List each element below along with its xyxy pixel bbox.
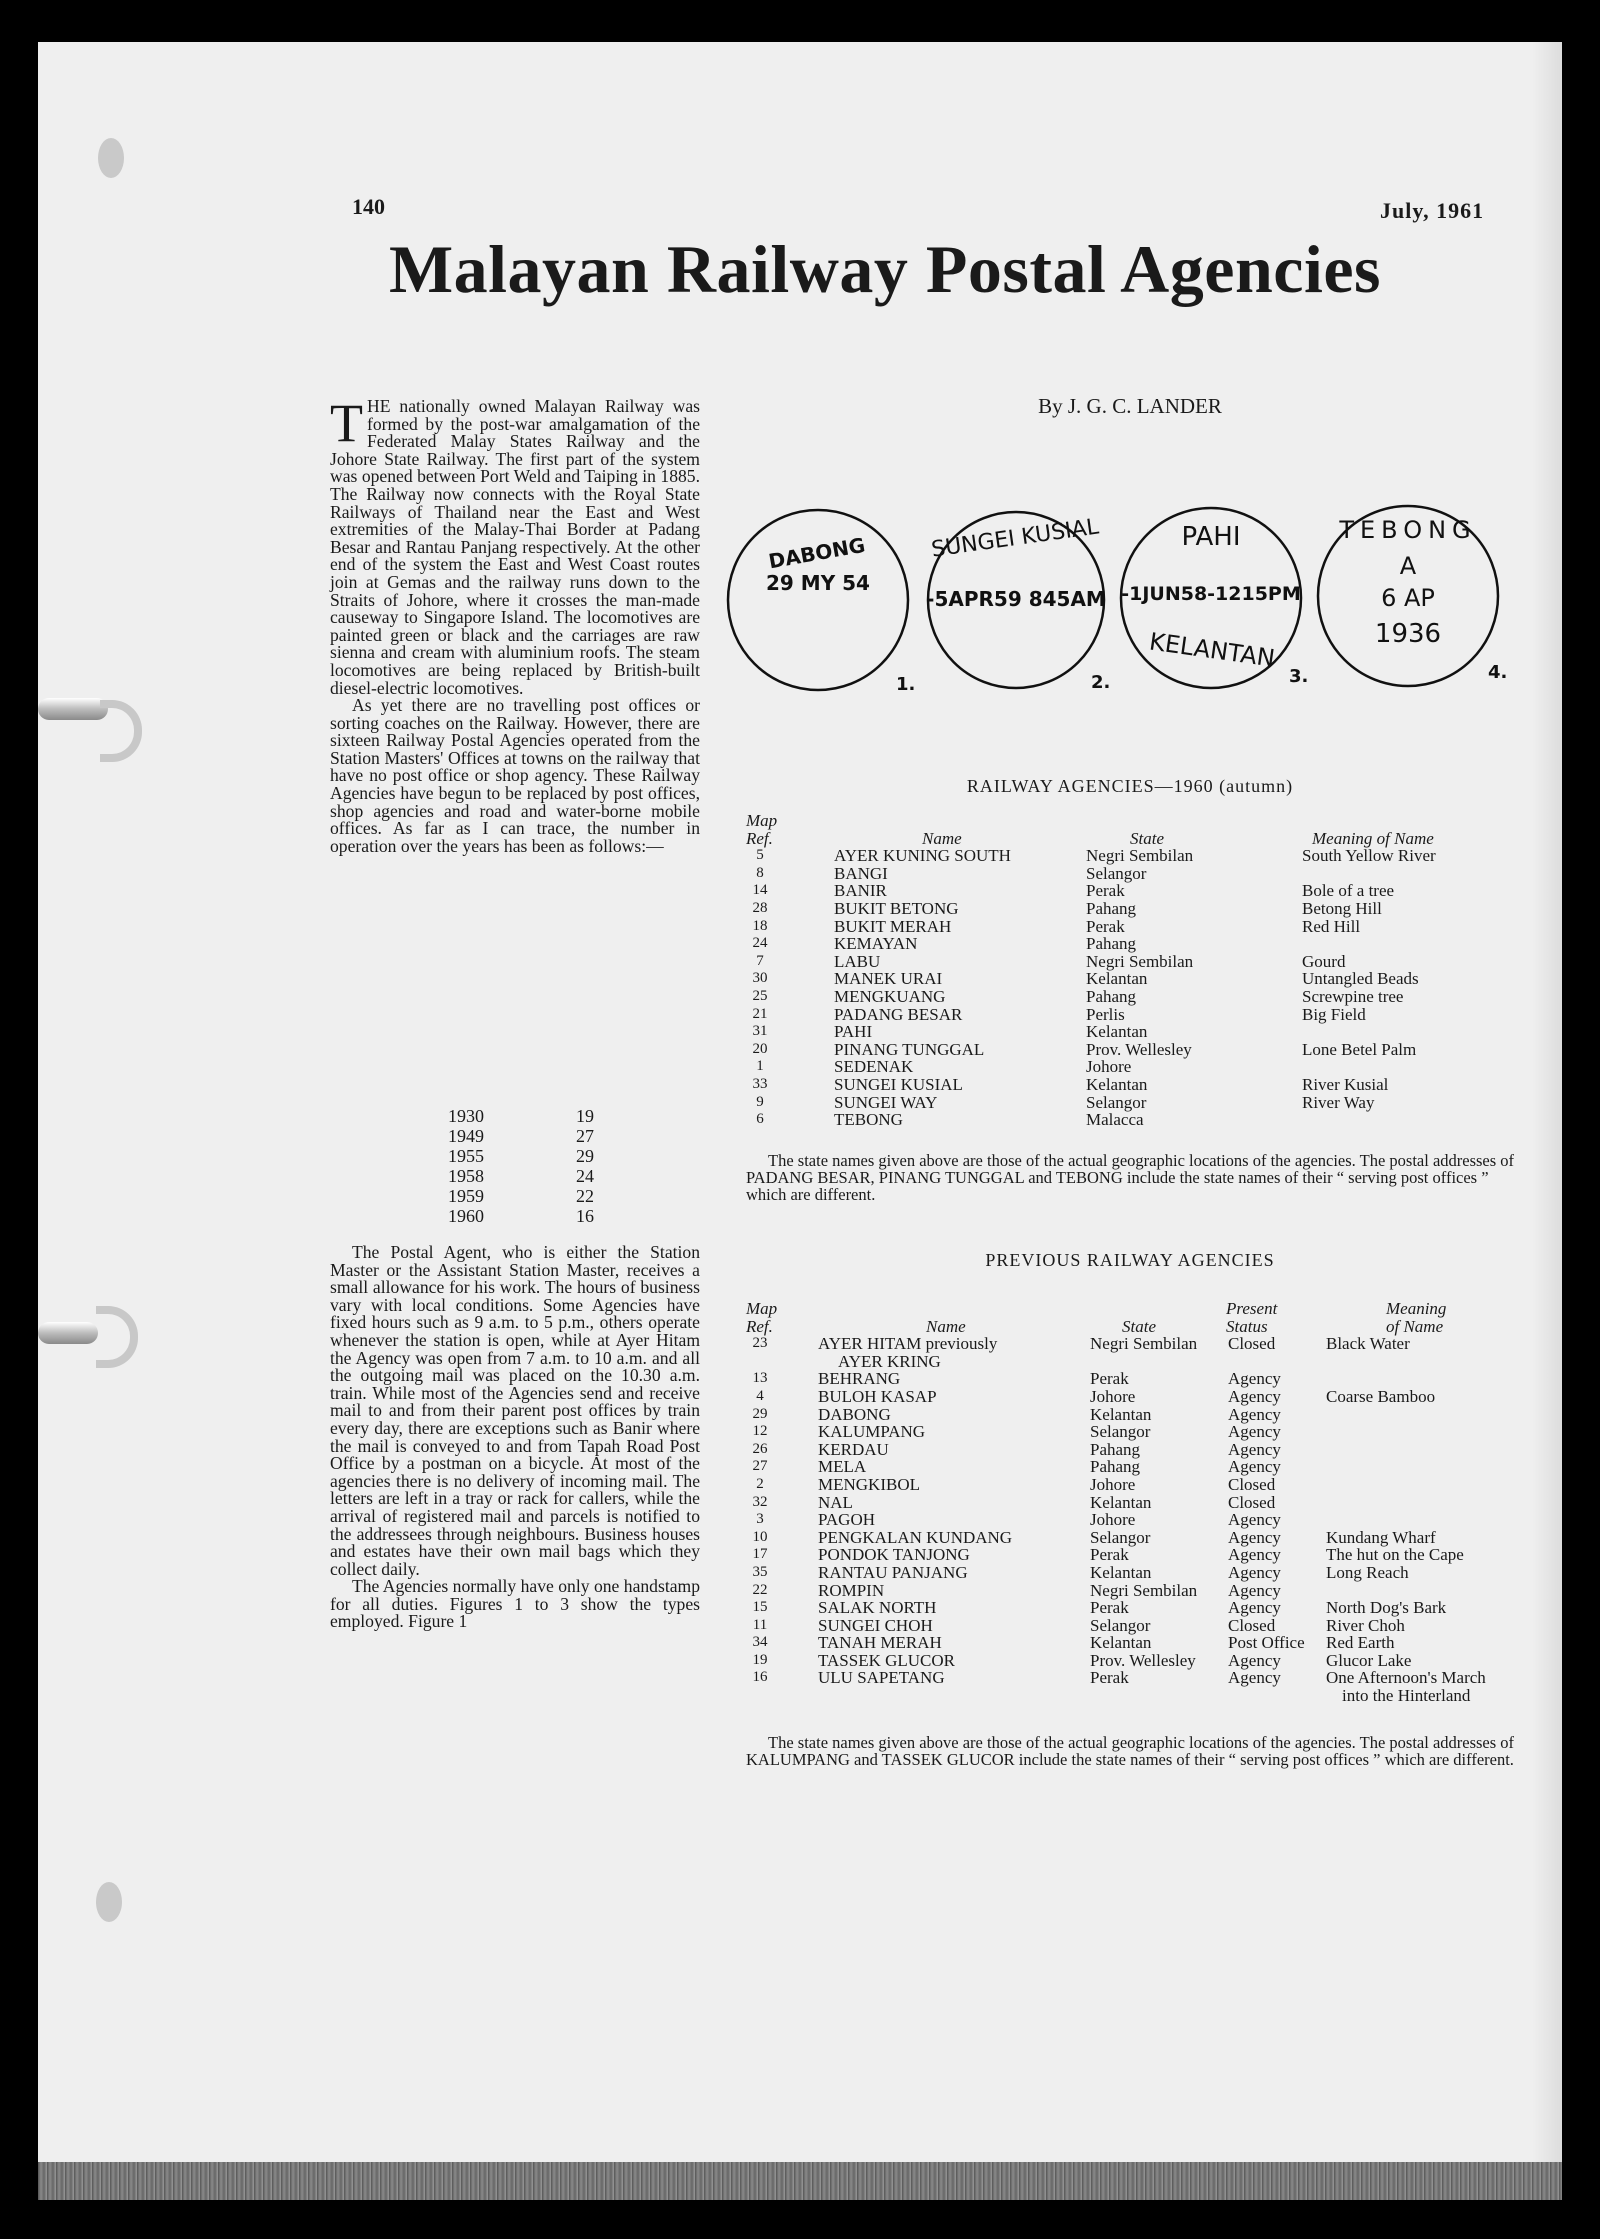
cell-map-ref: 25 [752,987,768,1004]
cell-status: Agency [1228,1369,1281,1389]
issue-date: July, 1961 [1380,198,1485,223]
table-header-row [746,1300,1546,1318]
cell-map-ref: 31 [752,1023,768,1040]
cell-meaning: One Afternoon's March [1326,1668,1486,1688]
cell-status: Agency [1228,1650,1281,1670]
postmark-2-fig: 2. [1091,672,1111,693]
cell-meaning: Untangled Beads [1302,969,1419,989]
cell-state: Perak [1086,916,1125,936]
table-row [746,900,1546,918]
agency-count-table [448,1106,618,1226]
postmark-1-town: DABONG [766,532,867,574]
cell-map-ref: 21 [752,1005,768,1022]
postmark-4-code: A [1399,552,1417,580]
table-row [746,918,1546,936]
cell-state: Pahang [1090,1457,1141,1477]
cell-map-ref: 20 [752,1040,768,1057]
cell-state: Kelantan [1086,969,1148,989]
postmark-3-fig: 3. [1289,666,1309,687]
col-header-meaning: Meaning of Name [1312,828,1434,848]
cell-status: Agency [1228,1457,1281,1477]
postmark-2 [926,512,1110,693]
cell-name: BEHRANG [818,1369,901,1389]
previous-agencies-table [746,1300,1546,1705]
cell-map-ref: 29 [752,1405,768,1422]
table-row [746,1370,1546,1388]
cell-meaning: North Dog's Bark [1326,1598,1447,1618]
cell-state: Perlis [1086,1004,1125,1024]
cell-status: Closed [1228,1615,1276,1635]
cell-name: SALAK NORTH [818,1598,937,1618]
cell-map-ref: 5 [756,847,764,864]
cell-name: BANGI [834,863,888,883]
cell-map-ref: 32 [752,1493,768,1510]
cell-name: PADANG BESAR [834,1004,963,1024]
cell-state: Negri Sembilan [1086,951,1194,971]
cell-map-ref: 7 [756,952,764,969]
cell-map-ref: 17 [752,1546,768,1563]
table-row [746,1582,1546,1600]
postmark-1-fig: 1. [896,674,916,695]
year-row: 1949 27 [448,1126,594,1146]
table-row [746,1335,1546,1353]
cell-name: SUNGEI CHOH [818,1615,933,1635]
cell-name: TASSEK GLUCOR [818,1650,956,1670]
cell-state: Kelantan [1090,1562,1152,1582]
cell-status: Agency [1228,1668,1281,1688]
col-header-name: Name [926,1316,966,1336]
table-row [746,1076,1546,1094]
table-row [746,1406,1546,1424]
table-header-row [746,812,1546,830]
cell-map-ref: 33 [752,1075,768,1092]
table-row [746,1529,1546,1547]
table-row [746,935,1546,953]
cell-status: Agency [1228,1545,1281,1565]
cell-name: SUNGEI KUSIAL [834,1074,963,1094]
cell-status: Agency [1228,1562,1281,1582]
cell-map-ref: 9 [756,1093,764,1110]
postmark-1 [728,510,915,695]
cell-state: Prov. Wellesley [1090,1650,1196,1670]
cell-map-ref: 26 [752,1440,768,1457]
cell-map-ref: 10 [752,1528,768,1545]
table-row [746,1617,1546,1635]
cell-state: Negri Sembilan [1086,846,1194,866]
year-row: 1959 22 [448,1186,594,1206]
cell-state: Johore [1090,1474,1136,1494]
cell-name: BUKIT MERAH [834,916,952,936]
col-header-state: State [1130,828,1164,848]
year-row: 1960 16 [448,1206,594,1226]
binder-ring-top [38,698,108,720]
cell-map-ref: 2 [756,1475,764,1492]
article-column-bottom [330,1244,700,1631]
postmark-figures [726,500,1526,700]
cell-state: Kelantan [1086,1074,1148,1094]
year-row: 1930 19 [448,1106,594,1126]
cell-state: Negri Sembilan [1090,1580,1198,1600]
col-header-meaning: Meaning [1386,1299,1447,1318]
cell-status: Agency [1228,1386,1281,1406]
cell-status: Closed [1228,1492,1276,1512]
cell-state: Pahang [1086,898,1137,918]
paragraph-2: As yet there are no travelling post offices or sorting coaches on the Railway. However, there are sixteen Railway Postal Agencies operated from the Station Masters' Offices at towns on the railway that have no post office or shop agency. These Railway Agencies have begun to be replaced by post offices, shop agencies and road and water-borne mobile offices. As far as I can trace, the number in operation over the years has been as follows:— [330,695,700,856]
cell-map-ref: 28 [752,899,768,916]
cell-meaning: Big Field [1302,1004,1366,1024]
table-row [746,1023,1546,1041]
cell-status: Agency [1228,1422,1281,1442]
previous-agencies-note: The state names given above are those of the actual geographic locations of the agencies. The postal addresses of KALUMPANG and TASSEK GLUCOR include the state names of their “ serving post offices ” which are different. [746,1733,1515,1769]
cell-meaning: River Kusial [1302,1074,1389,1094]
col-header-of-name: of Name [1386,1316,1444,1336]
table-header-row [746,1318,1546,1336]
binder-ring-bottom [38,1322,98,1344]
cell-state: Kelantan [1090,1492,1152,1512]
cell-meaning: Gourd [1302,951,1346,971]
table-row [746,1353,1546,1371]
cell-status: Agency [1228,1510,1281,1530]
binder-edge [38,2162,1562,2200]
paragraph-4: The Agencies normally have only one handstamp for all duties. Figures 1 to 3 show the types employed. Figure 1 [330,1576,700,1632]
punch-hole-bottom [96,1882,122,1922]
col-header-name: Name [922,828,962,848]
cell-name: NAL [818,1492,853,1512]
cell-name: PENGKALAN KUNDANG [818,1527,1013,1547]
year-row: 1958 24 [448,1166,594,1186]
cell-map-ref: 11 [752,1616,768,1633]
cell-name: AYER KUNING SOUTH [834,846,1011,866]
cell-meaning: Long Reach [1326,1562,1409,1582]
cell-state: Perak [1090,1369,1129,1389]
cell-map-ref: 4 [756,1387,764,1404]
cell-name: KALUMPANG [818,1422,926,1442]
cell-state: Pahang [1090,1439,1141,1459]
cell-status: Agency [1228,1527,1281,1547]
cell-name: BULOH KASAP [818,1386,937,1406]
table-row [746,1458,1546,1476]
cell-state: Kelantan [1090,1633,1152,1653]
cell-meaning: River Choh [1326,1615,1405,1635]
cell-state: Perak [1090,1598,1129,1618]
cell-name: ULU SAPETANG [818,1668,945,1688]
cell-name: SEDENAK [834,1057,914,1077]
current-agencies-table [746,812,1546,1129]
cell-state: Pahang [1086,986,1137,1006]
cell-state: Kelantan [1086,1022,1148,1042]
cell-state: Malacca [1086,1110,1144,1130]
table-row [746,1669,1546,1687]
postmark-2-town: SUNGEI KUSIAL [929,514,1101,563]
postmark-3-town: PAHI [1181,522,1241,552]
current-agencies-heading: RAILWAY AGENCIES—1960 (autumn) [966,776,1294,796]
cell-name: LABU [834,951,881,971]
cell-name: TANAH MERAH [818,1633,942,1653]
table-row [746,882,1546,900]
cell-state: Prov. Wellesley [1086,1039,1192,1059]
col-header-map: Map [746,1299,778,1318]
cell-name: RANTAU PANJANG [818,1562,968,1582]
article-title: Malayan Railway Postal Agencies [388,231,1381,307]
paragraph-3: The Postal Agent, who is either the Station Master or the Assistant Station Master, receives a small allowance for his work. The hours of business vary with local conditions. Some Agencies have fixed hours such as 9 a.m. to 5 p.m., others operate whenever the station is open, while at Ayer Hitam the Agency was open from 7 a.m. to 10 a.m. and all the outgoing mail was placed on the 10.30 a.m. train. While most of the Agencies send and receive mail to and from their parent post offices by train every day, there are exceptions such as Banir where the mail is conveyed to and from Tapah Road Post Office by a postman on a bicycle. At most of the agencies there is no delivery of incoming mail. The letters are left in a tray or rack for callers, while the arrival of registered mail and parcels is notified to the addressees through neighbours. Business houses and estates have their own mail bags which they collect daily. [330,1242,700,1579]
postmark-4-fig: 4. [1488,662,1508,683]
cell-name: KERDAU [818,1439,889,1459]
article-column-top [330,393,700,856]
cell-map-ref: 14 [752,882,768,899]
cell-meaning: Kundang Wharf [1326,1527,1436,1547]
cell-map-ref: 6 [756,1111,764,1128]
table-row [746,1006,1546,1024]
cell-state: Perak [1090,1668,1129,1688]
cell-name: KEMAYAN [834,934,918,954]
cell-map-ref: 27 [752,1458,768,1475]
cell-state: Selangor [1086,1092,1147,1112]
cell-meaning: River Way [1302,1092,1375,1112]
cell-name: PAGOH [818,1510,876,1530]
cell-name: AYER KRING [838,1351,941,1371]
col-header-ref: Ref. [746,1316,773,1336]
table-row [746,1041,1546,1059]
cell-name: PAHI [834,1022,873,1042]
cell-meaning: Red Hill [1302,916,1361,936]
table-row [746,988,1546,1006]
table-row [746,1599,1546,1617]
postmark-3 [1121,508,1308,688]
cell-status: Agency [1228,1580,1281,1600]
postmark-3-date: -1JUN58-1215PM [1121,583,1301,605]
table-row [746,1058,1546,1076]
table-row [746,1476,1546,1494]
byline: By J. G. C. LANDER [1038,394,1222,418]
cell-meaning: South Yellow River [1302,846,1436,866]
cell-name: DABONG [818,1404,891,1424]
cell-map-ref: 18 [752,917,768,934]
postmark-4-date: 6 AP [1381,584,1435,612]
col-header-map: Map [746,811,778,830]
cell-map-ref: 3 [756,1511,764,1528]
cell-state: Johore [1090,1510,1136,1530]
table-row [746,1634,1546,1652]
cell-status: Closed [1228,1334,1276,1354]
cell-map-ref: 8 [756,864,764,881]
cell-state: Johore [1090,1386,1136,1406]
cell-name: ROMPIN [818,1580,885,1600]
table-row [746,1546,1546,1564]
table-row [746,1388,1546,1406]
cell-state: Selangor [1090,1615,1151,1635]
cell-name: BANIR [834,881,887,901]
table-row [746,1423,1546,1441]
cell-status: Agency [1228,1404,1281,1424]
cell-meaning: into the Hinterland [1342,1686,1471,1706]
cell-meaning: Coarse Bamboo [1326,1386,1436,1406]
cell-status: Agency [1228,1439,1281,1459]
cell-meaning: Glucor Lake [1326,1650,1412,1670]
cell-status: Agency [1228,1598,1281,1618]
cell-meaning: Black Water [1326,1334,1410,1354]
col-header-state: State [1122,1316,1156,1336]
cell-name: AYER HITAM previously [818,1334,998,1354]
cell-state: Johore [1086,1057,1132,1077]
table-row [746,1441,1546,1459]
cell-name: MELA [818,1457,867,1477]
cell-meaning: The hut on the Cape [1326,1545,1464,1565]
cell-map-ref: 13 [752,1370,768,1387]
cell-status: Post Office [1228,1633,1305,1653]
cell-meaning: Betong Hill [1302,898,1382,918]
cell-meaning: Red Earth [1326,1633,1395,1653]
cell-map-ref: 30 [752,970,768,987]
cell-meaning: Lone Betel Palm [1302,1039,1417,1059]
postmark-4-year: 1936 [1374,619,1442,649]
table-row [746,1652,1546,1670]
cell-name: SUNGEI WAY [834,1092,938,1112]
table-header-row [746,830,1546,848]
cell-name: PONDOK TANJONG [818,1545,970,1565]
cell-meaning: Bole of a tree [1302,881,1395,901]
cell-state: Selangor [1086,863,1147,883]
cell-state: Negri Sembilan [1090,1334,1198,1354]
table-row [746,1494,1546,1512]
cell-state: Perak [1086,881,1125,901]
punch-hole-top [98,138,124,178]
col-header-ref: Ref. [746,828,773,848]
table-row [746,1111,1546,1129]
postmark-4 [1318,506,1507,686]
cell-meaning: Screwpine tree [1302,986,1404,1006]
table-row [746,1511,1546,1529]
cell-state: Selangor [1090,1422,1151,1442]
current-agencies-note: The state names given above are those of the actual geographic locations of the agencies. The postal addresses of PADANG BESAR, PINANG TUNGGAL and TEBONG include the state names of their “ serving post offices ” which are different. [746,1151,1515,1204]
col-header-present: Present [1226,1299,1278,1318]
cell-map-ref: 12 [752,1423,768,1440]
table-row [746,970,1546,988]
cell-map-ref: 15 [752,1599,768,1616]
cell-map-ref: 35 [752,1563,768,1580]
cell-name: TEBONG [834,1110,903,1130]
cell-status: Closed [1228,1474,1276,1494]
cell-map-ref: 34 [752,1634,768,1651]
page-number: 140 [352,194,385,219]
table-row [746,847,1546,865]
postmark-2-date: -5APR59 845AM [926,587,1106,611]
postmark-3-state: KELANTAN [1147,627,1277,673]
table-row [746,1687,1546,1705]
table-row [746,865,1546,883]
postmark-4-town: TEBONG [1339,516,1477,544]
cell-map-ref: 23 [752,1335,768,1352]
previous-agencies-heading: PREVIOUS RAILWAY AGENCIES [985,1250,1275,1270]
table-row [746,953,1546,971]
cell-name: PINANG TUNGGAL [834,1039,985,1059]
cell-name: BUKIT BETONG [834,898,959,918]
cell-state: Kelantan [1090,1404,1152,1424]
cell-name: MANEK URAI [834,969,943,989]
cell-name: MENGKUANG [834,986,946,1006]
paragraph-1: THE nationally owned Malayan Railway was formed by the post-war amalgamation of the Federated Malay States Railway and the Johore State Railway. The first part of the system was opened between Port Weld and Taiping in 1885. The Railway now connects with the Royal State Railways of Thailand near the East and West extremities of the Malay-Thai Border at Padang Besar and Rantau Panjang respectively. At the other end of the system the East and West Coast routes join at Gemas and the railway runs down to the Straits of Johore, where it crosses the man-made causeway to Singapore Island. The locomotives are painted green or black and the carriages are raw sienna and cream with aluminium roofs. The steam locomotives are being replaced by British-built diesel-electric locomotives. [330,393,700,698]
cell-map-ref: 19 [752,1651,768,1668]
cell-name: MENGKIBOL [818,1474,920,1494]
cell-map-ref: 22 [752,1581,768,1598]
cell-state: Pahang [1086,934,1137,954]
cell-state: Perak [1090,1545,1129,1565]
postmark-1-date: 29 MY 54 [766,571,870,595]
cell-map-ref: 24 [752,935,768,952]
year-row: 1955 29 [448,1146,594,1166]
table-row [746,1564,1546,1582]
cell-state: Selangor [1090,1527,1151,1547]
cell-map-ref: 1 [756,1058,764,1075]
cell-map-ref: 16 [752,1669,768,1686]
col-header-status: Status [1226,1316,1268,1336]
table-row [746,1094,1546,1112]
